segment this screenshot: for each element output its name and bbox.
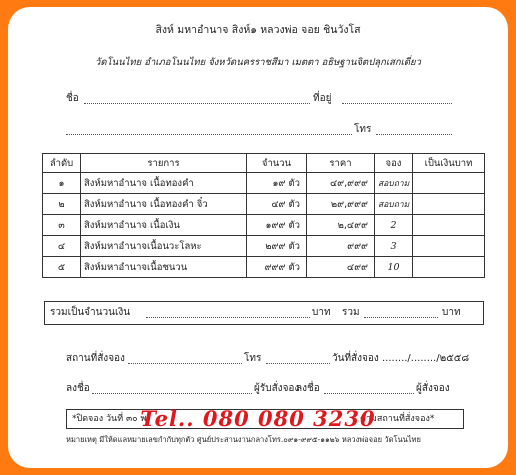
row-item: สิงห์มหาอำนาจเนื้อนวะโลหะ [81,236,247,257]
col-booked-header: จอง [375,154,413,173]
table-row [43,173,485,194]
orange-frame [8,7,508,468]
receiver-label: ผู้รับสั่งจอง [254,383,300,394]
note-right-text: ตามสถานที่สั่งจอง* [360,414,435,424]
col-qty-header: จำนวน [247,154,307,173]
address-label: ที่อยู่ [313,93,332,104]
booker-sign-field[interactable] [324,393,414,394]
row-amount[interactable] [413,194,485,215]
sign-label-2: ลงชื่อ [296,383,320,394]
total-sum-baht-label: บาท [442,307,461,318]
row-booked[interactable]: สอบถาม [375,194,413,215]
form-title: สิงห์ มหาอำนาจ สิงห์๑ หลวงพ่อ จอย ชินวังโส [155,24,361,36]
table-row [43,194,485,215]
row-item: สิงห์มหาอำนาจ เนื้อทองคำ จิ๋ว [81,194,247,215]
phone-watermark: Tel.. 080 080 3230 [140,406,376,431]
row-item: สิงห์มหาอำนาจ เนื้อทองคำ [81,173,247,194]
address-line2-field[interactable] [66,134,352,135]
row-booked[interactable]: สอบถาม [375,173,413,194]
name-label: ชื่อ [66,93,79,104]
total-words-field[interactable] [146,317,310,318]
row-amount[interactable] [413,215,485,236]
order-date-field[interactable]: ......../......../๒๕๕๘ [382,353,470,364]
order-phone-label: โทร [244,353,262,364]
row-no: ๔ [43,236,81,257]
row-price: ๙๙๙ [307,236,375,257]
col-no-header: ลำดับ [43,154,81,173]
receiver-sign-field[interactable] [92,393,252,394]
table-header-row [43,154,485,173]
row-booked[interactable]: 3 [375,236,413,257]
name-field[interactable] [84,103,310,104]
row-qty: ๒๙๙ ตัว [247,236,307,257]
address-field[interactable] [342,103,452,104]
row-price: ๔๙๙ [307,257,375,278]
row-item: สิงห์มหาอำนาจ เนื้อเงิน [81,215,247,236]
order-date-label: วันที่สั่งจอง [332,353,379,364]
note-left-text: *ปิดจอง วันที่ ๓๐ พ [72,414,147,424]
phone-label: โทร [354,124,372,135]
total-label: รวมเป็นจำนวนเงิน [50,307,131,318]
col-price-header: ราคา [307,154,375,173]
row-price: ๔๙,๙๙๙ [307,173,375,194]
row-booked[interactable]: 2 [375,215,413,236]
total-sum-field[interactable] [364,317,438,318]
row-qty: ๑๙ ตัว [247,173,307,194]
row-no: ๓ [43,215,81,236]
booker-label: ผู้สั่งจอง [416,383,450,394]
row-price: ๒๙,๙๙๙ [307,194,375,215]
order-place-field[interactable] [128,363,242,364]
row-amount[interactable] [413,173,485,194]
sign-label: ลงชื่อ [66,383,90,394]
booking-form-sheet [8,7,508,468]
table-row [43,257,485,278]
row-qty: ๙๙๙ ตัว [247,257,307,278]
row-no: ๑ [43,173,81,194]
row-amount[interactable] [413,236,485,257]
row-qty: ๔๙ ตัว [247,194,307,215]
row-no: ๕ [43,257,81,278]
row-qty: ๑๙๙ ตัว [247,215,307,236]
order-phone-field[interactable] [266,363,330,364]
col-amount-header: เป็นเงินบาท [413,154,485,173]
row-item: สิงห์มหาอำนาจเนื้อชนวน [81,257,247,278]
table-row [43,236,485,257]
col-item-header: รายการ [81,154,247,173]
row-amount[interactable] [413,257,485,278]
total-baht-label: บาท [312,307,331,318]
row-booked[interactable]: 10 [375,257,413,278]
footer-note: หมายเหตุ มีให้ดแลหมายเลขกำกับทุกตัว ศูนย์ประสานงานกลางโทร.๐๙๑-๙๙๕-๑๑๒๖ หลวงพ่อจอย วัดโนนไทย [66,435,421,444]
phone-field[interactable] [376,134,452,135]
row-no: ๒ [43,194,81,215]
form-subtitle: วัดโนนไทย อำเภอโนนไทย จังหวัดนครราชสีมา เมตตา อธิษฐานจิตปลุกเสกเดี่ยว [95,57,421,68]
order-table [42,153,485,278]
row-price: ๒,๔๙๙ [307,215,375,236]
total-sum-label: รวม [342,307,360,318]
table-row [43,215,485,236]
order-place-label: สถานที่สั่งจอง [66,353,125,364]
